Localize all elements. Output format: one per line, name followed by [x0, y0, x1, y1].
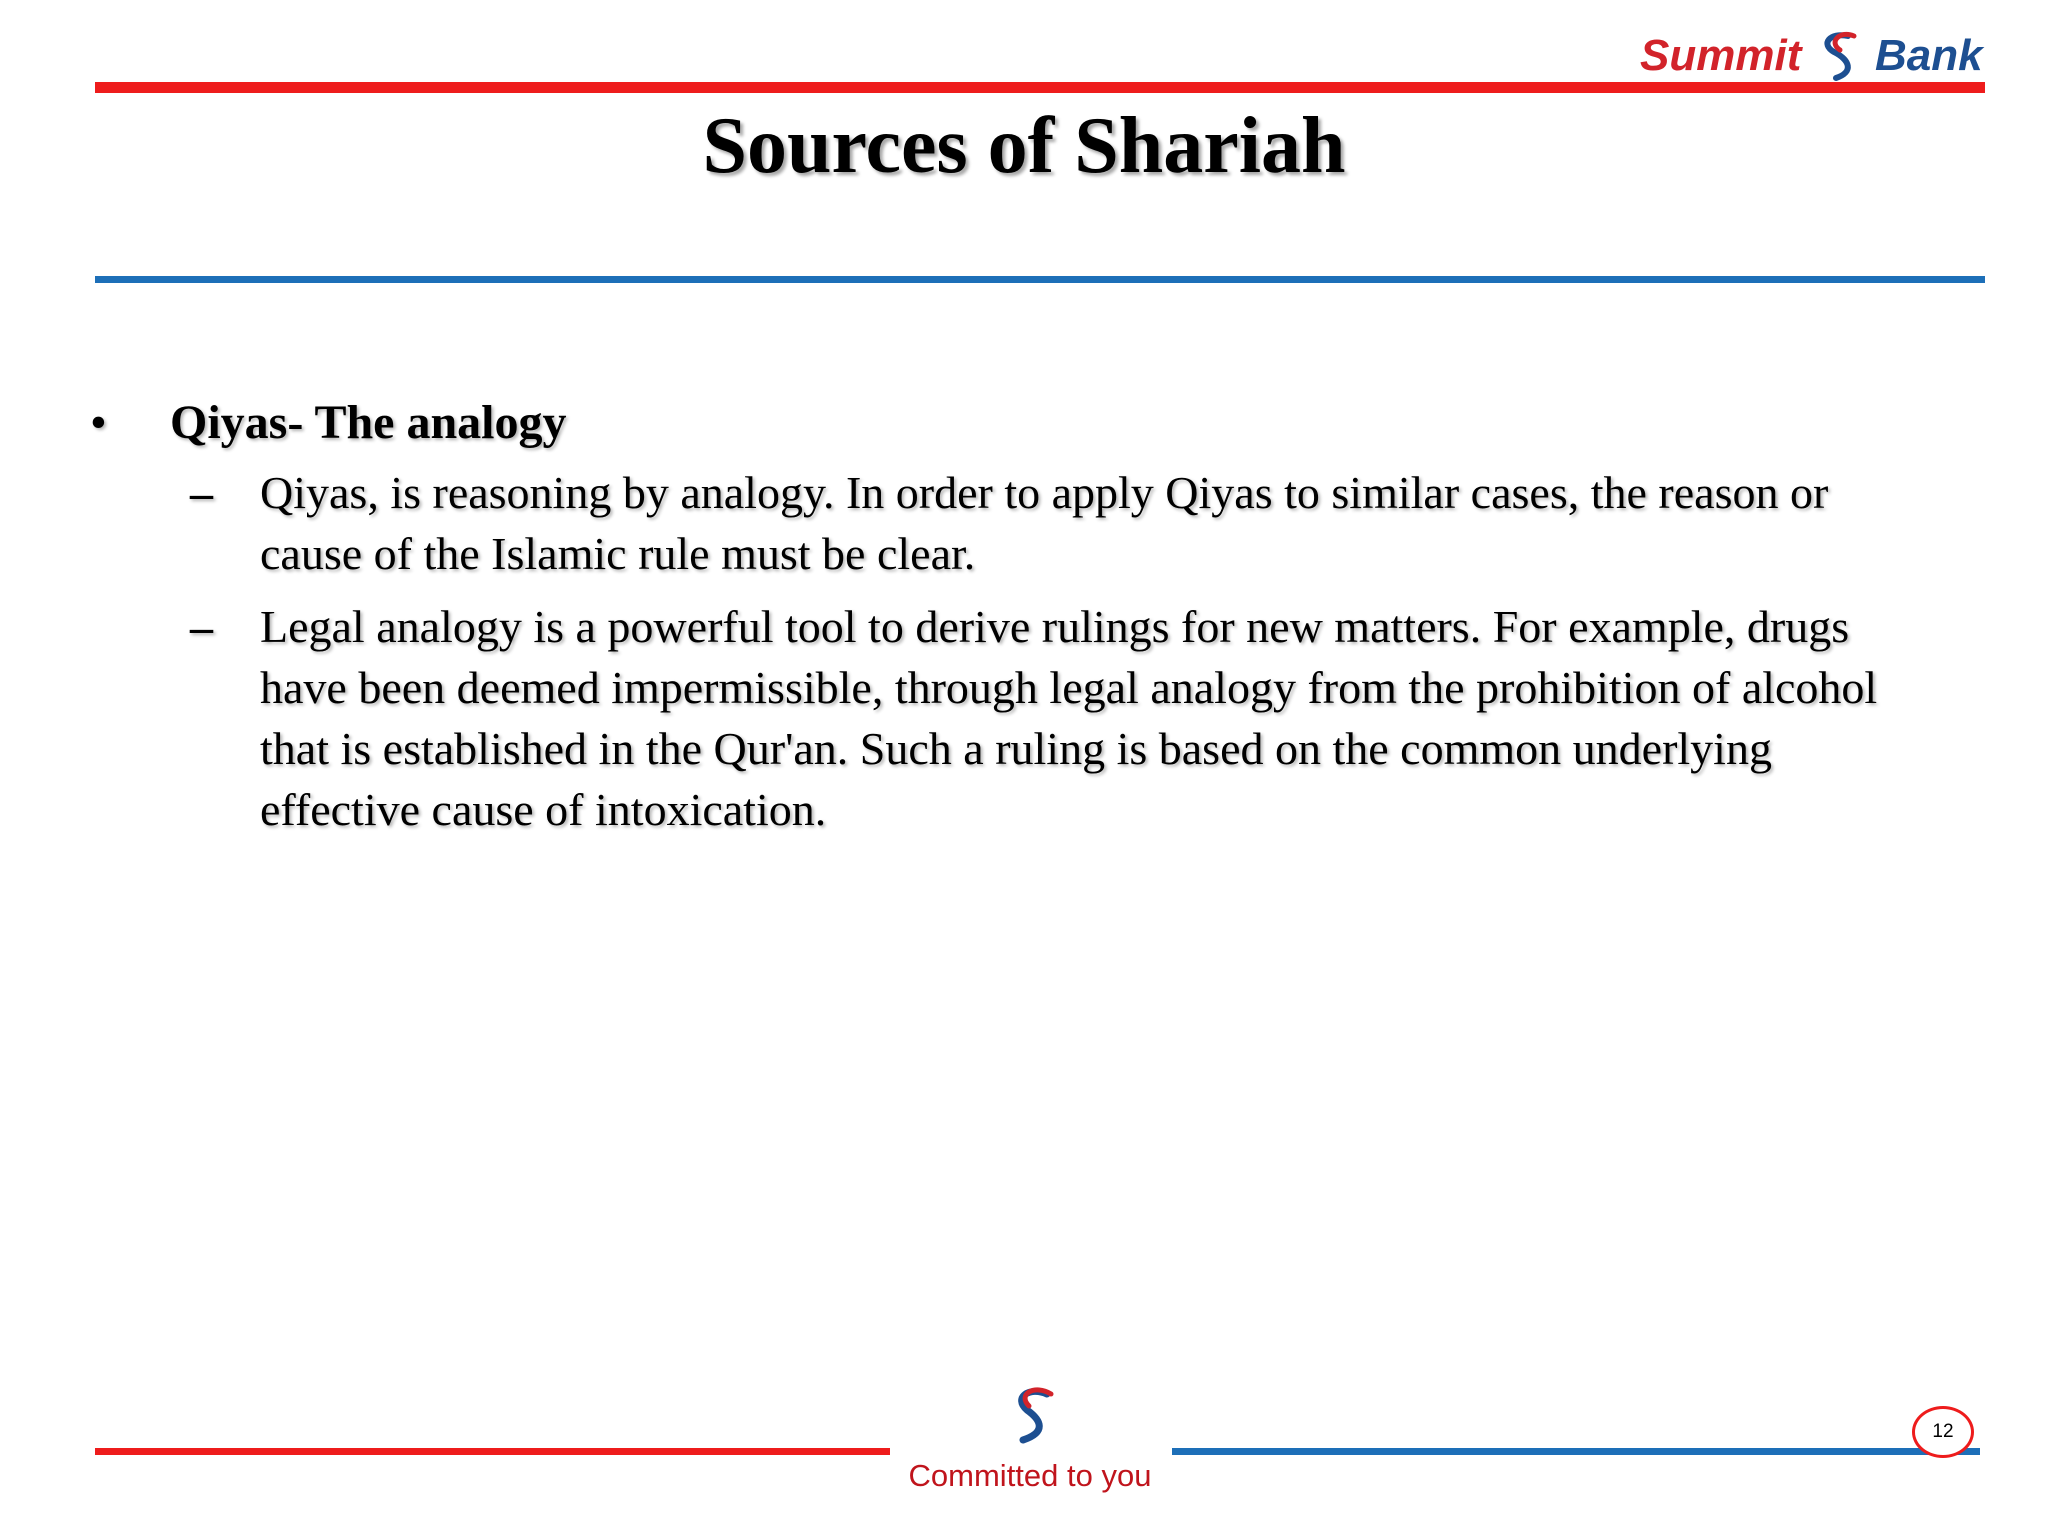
- sub-bullet-text: Legal analogy is a powerful tool to derive rulings for new matters. For example, drugs have been deemed impermissible, through legal analogy from the prohibition of alcohol that is established in the Qur'an. Such a ruling is based on the common underlying effective cause of intoxication.: [260, 601, 1878, 835]
- summit-s-icon: [1003, 1384, 1061, 1446]
- bullet-heading: Qiyas- The analogy: [170, 396, 567, 449]
- sub-bullet-text: Qiyas, is reasoning by analogy. In order to apply Qiyas to similar cases, the reason or cause of the Islamic rule must be clear.: [260, 467, 1829, 579]
- footer-tagline: Committed to you: [908, 1458, 1152, 1493]
- logo-word-summit: Summit: [1640, 31, 1802, 80]
- slide-title: Sources of Shariah: [702, 102, 1346, 190]
- page-number-badge: [1912, 1406, 1974, 1458]
- summit-bank-logo: [1640, 22, 2000, 90]
- header-blue-rule: [95, 276, 1985, 283]
- sub-bullet-item: [190, 596, 1990, 840]
- footer-blue-rule: [1172, 1448, 1980, 1455]
- dash-marker: –: [190, 601, 213, 652]
- sub-bullet-list: [90, 462, 1990, 840]
- dash-marker: –: [190, 467, 213, 518]
- bullet-marker: •: [90, 396, 107, 449]
- header-red-rule: [95, 82, 1985, 93]
- bullet-item: [90, 392, 1990, 454]
- summit-s-icon: [1827, 34, 1854, 78]
- slide-content: [90, 392, 1990, 852]
- page-number: 12: [1932, 1421, 1954, 1442]
- logo-word-bank: Bank: [1875, 31, 1983, 80]
- sub-bullet-item: [190, 462, 1990, 584]
- footer-red-rule: [95, 1448, 890, 1455]
